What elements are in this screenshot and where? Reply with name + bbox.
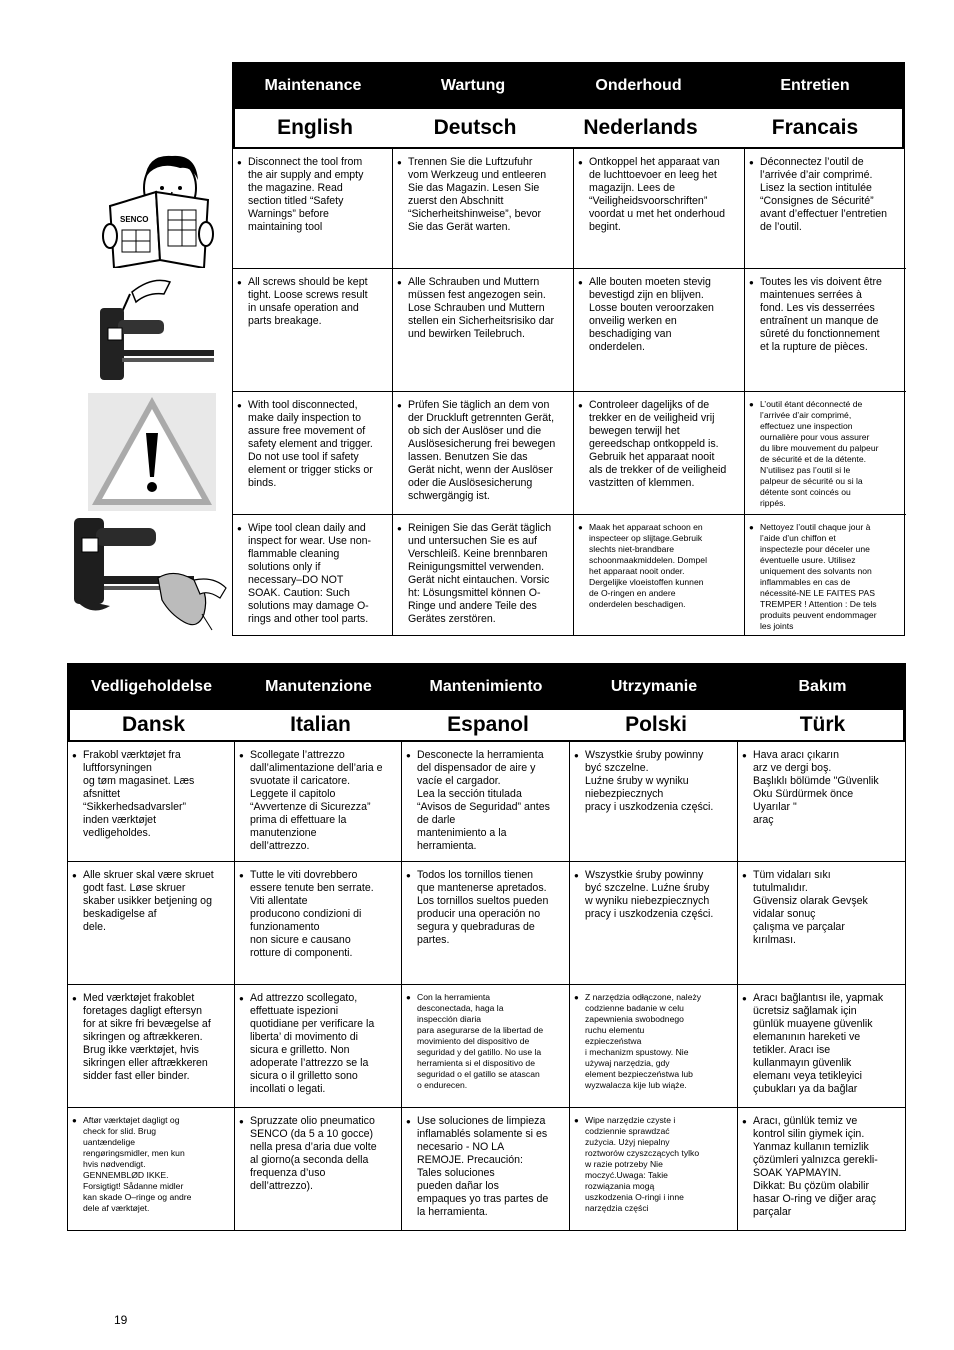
language-row [233,109,904,149]
instruction-cell: ● Todos los tornillos tienen que mantenerse apretados. Los tornillos sueltos pueden producir una operación no segura y quebraduras de partes. [402,862,570,985]
book-brand-text: SENCO [120,215,149,224]
instruction-cell: ● Aracı, günlük temiz ve kontrol silin giymek için. Yanmaz kullanın temizlik çözümleri yalnızca gerekli- SOAK YAPMAYIN. Dikkat: Bu çözüm olabilir hasar O-ring ve diğer araç parçalar [738,1108,905,1230]
language-label: Espanol [447,713,529,736]
instruction-cell: ● Prüfen Sie täglich an dem von der Druckluft getrennten Gerät, ob sich der Auslöser und die Auslösesicherung frei bewegen lassen. Benutzen Sie das Gerät nicht, wenn der Auslöser oder die Auslösesicherung schwergängig ist. [393,392,574,515]
instruction-cell: ● Use soluciones de limpieza inflamablés solamente si es necesario - NO LA REMOJE. Precaución: Tales soluciones pueden dañar los empaques yo tras partes de la herramienta. [402,1108,570,1230]
section-header: Maintenance [264,77,362,94]
instruction-cell: ● Maak het apparaat schoon en inspecteer op slijtage.Gebruik slechts niet-brandbare schoonmaakmiddelen. Dompel het apparaat nooit onder. Dergelijke vloeistoffen kunnen de O-ringen en andere onderdelen beschadigen. [574,515,745,635]
instruction-cell: ● All screws should be kept tight. Loose screws result in unsafe operation and parts breakage. [233,269,393,392]
instruction-cell: ● Controleer dagelijks of de trekker en de veiligheid vrij bewegen terwijl het gereedschap ontkoppeld is. Gebruik het apparaat nooit als de trekker of de veiligheid vastzitten of klemmen. [574,392,745,515]
instruction-cell: ● Aftør værktøjet dagligt og check for slid. Brug uantændelige rengøringsmidler, men kun hvis nødvendigt. GENNEMBLØD IKKE. Forsigtigt! Sådanne midler kan skade O–ringe og andre dele af værktøjet. [68,1108,235,1230]
instruction-cell: ● Aracı bağlantısı ile, yapmak ücretsiz sağlamak için günlük muayene güvenlik elemanının hareketi ve tetikler. Aracı ise kullanmayın güvenlik elemanı veya tetikleyici çubukları ya da bağlar [738,985,905,1108]
instruction-cell: ● Wszystkie śruby powinny być szczelne. Luźne śruby w wyniku niebezpiecznych pracy i uszkodzenia części. [570,862,738,985]
instruction-cell: ● Trennen Sie die Luftzufuhr vom Werkzeug und entleeren Sie das Magazin. Lesen Sie zuerst den Abschnitt “Sicherheitshinweise”, bevor Sie das Gerät warten. [393,149,574,269]
instruction-cell: ● Alle bouten moeten stevig bevestigd zijn en blijven. Losse bouten veroorzaken onveilig werken en beschadiging van onderdelen. [574,269,745,392]
language-row [68,710,905,742]
language-label: Türk [799,713,846,736]
instruction-cell: ● Con la herramienta desconectada, haga la inspección diaria para asegurarse de la libertad de movimiento del dispositivo de seguridad y del gatillo. No use la herramienta si el dispositivo de seguridad o el gatillo se atascan o endurecen. [402,985,570,1108]
instruction-cell: ● Alle skruer skal være skruet godt fast. Løse skruer skaber usikker betjening og beskadigelse af dele. [68,862,235,985]
instruction-cell: ● Wszystkie śruby powinny być szczelne. Luźne śruby w wyniku niebezpiecznych pracy i uszkodzenia części. [570,742,738,862]
warning-triangle-icon [88,393,216,511]
section-header-row [68,664,905,710]
instruction-cell: ● Alle Schrauben und Muttern müssen fest angezogen sein. Lose Schrauben und Muttern stellen ein Sicherheitsrisiko dar und bewirken Teilebruch. [393,269,574,392]
wipe-tool-clean-illustration [74,518,230,632]
maintenance-table-1 [232,62,905,636]
instruction-cell: ● With tool disconnected, make daily inspection to assure free movement of safety element and trigger. Do not use tool if safety element or trigger sticks or binds. [233,392,393,515]
reading-manual-illustration [88,148,232,268]
instruction-cell: ● Desconecte la herramienta del dispensador de aire y vacíe el cargador. Lea la sección titulada “Avisos de Seguridad” antes de darle mantenimiento a la herramienta. [402,742,570,862]
section-header: Vedligeholdelse [91,678,212,695]
instruction-cell: ● Tüm vidaları sıkı tutulmalıdır. Güvensiz olarak Gevşek vidalar sonuç çalışma ve parçalar kırılması. [738,862,905,985]
section-header: Entretien [780,77,850,94]
instruction-cell: ● Disconnect the tool from the air supply and empty the magazine. Read section titled “Safety Warnings” before maintaining tool [233,149,393,269]
language-label: Deutsch [433,116,517,139]
page-number: 19 [114,1313,128,1327]
instruction-cell: ● Nettoyez l’outil chaque jour à l’aide d’un chiffon et inspectezle pour déceler une éventuelle usure. Utilisez uniquement des solvants non inflammables en cas de nécessité-NE LE FAITES PAS TREMPER ! Attention : De tels produits peuvent endommager les joints [745,515,906,635]
section-header-row [233,63,904,109]
instruction-cell: ● Tutte le viti dovrebbero essere tenute ben serrate. Viti allentate producono condizioni di funzionamento non sicure e causano rotture di componenti. [235,862,402,985]
language-label: Nederlands [583,116,698,139]
instruction-cell: ● Ontkoppel het apparaat van de luchttoevoer en leeg het magazijn. Lees de “Veiligheidsvoorschriften” voordat u met het onderhoud begint. [574,149,745,269]
instruction-cell: ● Toutes les vis doivent être maintenues serrées à fond. Les vis desserrées entraînent un manque de sûreté du fonctionnement et la rupture de pièces. [745,269,906,392]
section-header: Bakım [798,678,847,695]
language-label: Italian [290,713,351,736]
language-label: Francais [771,116,859,139]
section-header: Manutenzione [265,678,372,695]
tighten-screws-tool-illustration [92,272,216,384]
section-header: Mantenimiento [429,678,543,695]
instruction-cell: ● Déconnectez l’outil de l’arrivée d’air comprimé. Lisez la section intitulée “Consignes de Sécurité” avant d’effectuer l’entretien de l’outil. [745,149,906,269]
section-header: Utrzymanie [610,678,698,695]
instruction-cell: ● L’outil étant déconnecté de l’arrivée d’air comprimé, effectuez une inspection ournalière pour vous assurer du libre mouvement du palpeur de sécurité et de la détente. N’utilisez pas l’outil si le palpeur de sécurité ou si la détente sont coincés ou rippés. [745,392,906,515]
instruction-cell: ● Med værktøjet frakoblet foretages dagligt eftersyn for at sikre fri bevægelse af sikringen og aftrækkeren. Brug ikke værktøjet, hvis sikringen eller aftrækkeren sidder fast eller binder. [68,985,235,1108]
instruction-cell: ● Ad attrezzo scollegato, effettuate ispezioni quotidiane per verificare la liberta’ di movimento di sicura e grilletto. Non adoperate l’attrezzo se la sicura o il grilletto sono incollati o legati. [235,985,402,1108]
instruction-cell: ● Reinigen Sie das Gerät täglich und untersuchen Sie es auf Verschleiß. Keine brennbaren Reinigungsmittel verwenden. Gerät nicht eintauchen. Vorsic ht: Lösungsmittel können O- Ringe und andere Teile des Gerätes zerstören. [393,515,574,635]
instruction-rows [68,742,905,1230]
section-header: Wartung [440,77,506,94]
language-label: English [277,116,353,139]
instruction-cell: ● Spruzzate olio pneumatico SENCO (da 5 a 10 gocce) nella presa d’aria due volte al giorno(a seconda della frequenza d’uso dell’attrezzo). [235,1108,402,1230]
language-label: Polski [625,713,687,736]
section-header: Onderhoud [595,77,682,94]
instruction-cell: ● Z narzędzia odłączone, należy codzienne badanie w celu zapewnienia swobodnego ruchu elementu ezpieczeństwa i mechanizm spustowy. Nie używaj narzędzia, gdy element bezpieczeństwa lub wyzwalacza kije lub wiąże. [570,985,738,1108]
maintenance-table-2 [67,663,906,1231]
instruction-cell: ● Wipe narzędzie czyste i codziennie sprawdzać zużycia. Użyj niepalny roztworów czyszczących tylko w razie potrzeby Nie moczyć.Uwaga: Takie rozwiązania mogą uszkodzenia O-ringi i inne narzędzia części [570,1108,738,1230]
instruction-rows [233,149,904,635]
instruction-cell: ● Wipe tool clean daily and inspect for wear. Use non- flammable cleaning solutions only if necessary–DO NOT SOAK. Caution: Such solutions may damage O- rings and other tool parts. [233,515,393,635]
instruction-cell: ● Frakobl værktøjet fra luftforsyningen og tøm magasinet. Læs afsnittet “Sikkerhedsadvarsler” inden værktøjet vedligeholdes. [68,742,235,862]
language-label: Dansk [121,713,186,736]
instruction-cell: ● Hava aracı çıkarın arz ve dergi boş. Başlıklı bölümde "Güvenlik Oku Sürdürmek önce Uyarılar " araç [738,742,905,862]
instruction-cell: ● Scollegate l’attrezzo dall’alimentazione dell’aria e svuotate il caricatore. Leggete il capitolo “Avvertenze di Sicurezza” prima di effettuare la manutenzione dell’attrezzo. [235,742,402,862]
